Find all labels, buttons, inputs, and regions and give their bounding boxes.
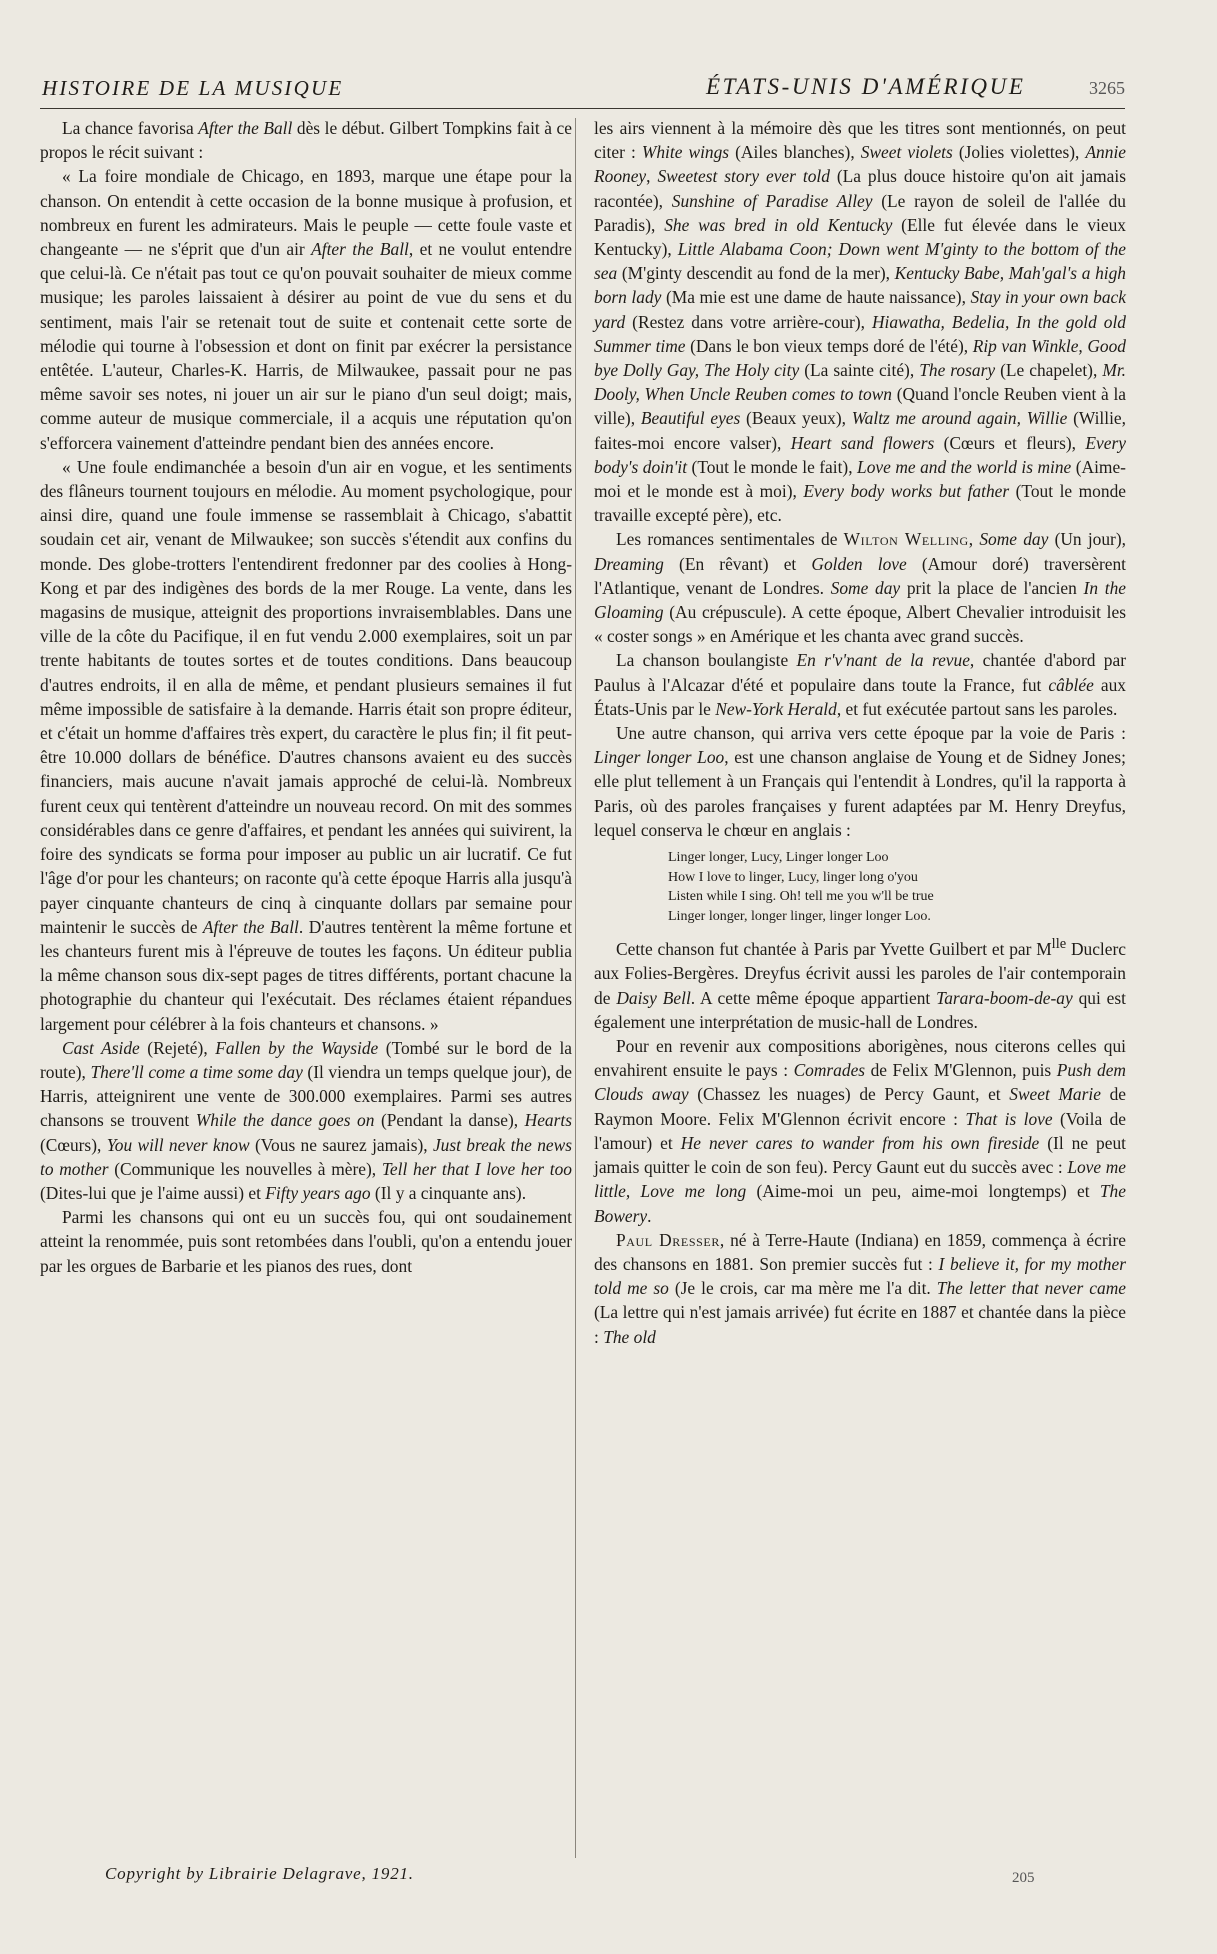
- paragraph: Cette chanson fut chantée à Paris par Yvette Guilbert et par $M^{lle}$ Duclerc aux Folies-Bergères. Dreyfus écrivit aussi les paroles de l'air contemporain de Daisy Bell. A cette même époque appartient Tarara-boom-de-ay qui est également une interprétation de music-hall de Londres.: [594, 936, 1126, 1032]
- paragraph: La chance favorisa After the Ball dès le début. Gilbert Tompkins fait à ce propos le récit suivant :: [40, 118, 572, 163]
- header-right-title: ÉTATS-UNIS D'AMÉRIQUE: [706, 74, 1026, 99]
- column-divider: [575, 118, 576, 1858]
- verse-line: Listen while I sing. Oh! tell me you w'll be true: [668, 889, 934, 905]
- paragraph: Pour en revenir aux compositions aborigènes, nous citerons celles qui envahirent ensuite le pays : Comrades de Felix M'Glennon, puis Push dem Clouds away (Chassez les nuages) de Percy Gaunt, et Sweet Marie de Raymon Moore. Felix M'Glennon écrivit encore : That is love (Voila de l'amour) et He never cares to wander from his own fireside (Il ne peut jamais quitter le coin de son feu). Percy Gaunt eut du succès avec : Love me little, Love me long (Aime-moi un peu, aime-moi longtemps) et The Bowery.: [594, 1036, 1127, 1226]
- right-column: [594, 116, 1126, 1349]
- song-excerpt: [668, 848, 1126, 926]
- paragraph: Une autre chanson, qui arriva vers cette époque par la voie de Paris : Linger longer Loo, est une chanson anglaise de Young et de Sidney Jones; elle plut tellement à un Français qui l'entendit à Londres, qu'il la rapporta à Paris, où des paroles françaises y furent adaptées par M. Henry Dreyfus, lequel conserva le chœur en anglais :: [594, 723, 1126, 840]
- header-left-title: HISTOIRE DE LA MUSIQUE: [42, 76, 344, 100]
- paragraph: « Une foule endimanchée a besoin d'un air en vogue, et les sentiments des flâneurs tournent toujours en mélodie. Au moment psychologique, pour ainsi dire, quand une foule immense se rassemblait à Chicago, s'abattit soudain cet air, venant de Milwaukee; son succès s'étendit aux confins du monde. Des globe-trotters l'entendirent fredonner par des coolies à Hong-Kong et par des indigènes des bords de la mer Rouge. La vente, dans les magasins de musique, atteignit des proportions invraisemblables. Dans une ville de la côte du Pacifique, il en fut vendu 2.000 exemplaires, soit un par trente habitants de toutes sortes et de toutes conditions. Dans beaucoup d'autres endroits, il en alla de même, et pendant plusieurs semaines il fut même impossible de satisfaire à la demande. Harris était son propre éditeur, et c'était un homme d'affaires très expert, du caractère le plus fin; il fit peut-être 10.000 dollars de bénéfice. D'autres chansons avaient eu des succès financiers, mais aucune n'avait jamais approché de celui-là. Nombreux furent ceux qui tentèrent d'atteindre un nouveau record. On mit des sommes considérables dans ce genre d'affaires, et pendant les années qui suivirent, la foire des syndicats se forma pour imposer au public un air lucratif. Ce fut l'âge d'or pour les chanteurs; on raconte qu'à cette époque Harris alla jusqu'à payer cinquante chanteurs de cinq à cinquante dollars par semaine pour maintenir le succès de After the Ball. D'autres tentèrent la même fortune et les chanteurs furent mis à l'épreuve de toutes les façons. Un éditeur publia la même chanson sous dix-sept pages de titres différents, portant chacune la photographie du chanteur qui l'exécutait. Des réclames étaient répandues largement pour célébrer à la fois chanteurs et chansons. »: [40, 456, 572, 1034]
- verse-line: How I love to linger, Lucy, linger long o'you: [668, 869, 918, 885]
- verse-line: Linger longer, longer linger, linger longer Loo.: [668, 908, 931, 924]
- folio-number: 205: [1012, 1870, 1035, 1886]
- paragraph: Parmi les chansons qui ont eu un succès fou, qui ont soudainement atteint la renommée, puis sont retombées dans l'oubli, qu'on a entendu jouer par les orgues de Barbarie et les pianos des rues, dont: [40, 1207, 572, 1276]
- paragraph: les airs viennent à la mémoire dès que les titres sont mentionnés, on peut citer : White wings (Ailes blanches), Sweet violets (Jolies violettes), Annie Rooney, Sweetest story ever told (La plus douce histoire qu'on ait jamais racontée), Sunshine of Paradise Alley (Le rayon de soleil de l'allée du Paradis), She was bred in old Kentucky (Elle fut élevée dans le vieux Kentucky), Little Alabama Coon; Down went M'ginty to the bottom of the sea (M'ginty descendit au fond de la mer), Kentucky Babe, Mah'gal's a high born lady (Ma mie est une dame de haute naissance), Stay in your own back yard (Restez dans votre arrière-cour), Hiawatha, Bedelia, In the gold old Summer time (Dans le bon vieux temps doré de l'été), Rip van Winkle, Good bye Dolly Gay, The Holy city (La sainte cité), The rosary (Le chapelet), Mr. Dooly, When Uncle Reuben comes to town (Quand l'oncle Reuben vient à la ville), Beautiful eyes (Beaux yeux), Waltz me around again, Willie (Willie, faites-moi encore valser), Heart sand flowers (Cœurs et fleurs), Every body's doin'it (Tout le monde le fait), Love me and the world is mine (Aime-moi et le monde est à moi), Every body works but father (Tout le monde travaille excepté père), etc.: [594, 118, 1127, 526]
- copyright-notice: Copyright by Librairie Delagrave, 1921.: [105, 1864, 414, 1883]
- paragraph: Cast Aside (Rejeté), Fallen by the Wayside (Tombé sur le bord de la route), There'll come a time some day (Il viendra un temps quelque jour), de Harris, atteignirent une vente de 300.000 exemplaires. Parmi ses autres chansons se trouvent While the dance goes on (Pendant la danse), Hearts (Cœurs), You will never know (Vous ne saurez jamais), Just break the news to mother (Communique les nouvelles à mère), Tell her that I love her too (Dites-lui que je l'aime aussi) et Fifty years ago (Il y a cinquante ans).: [40, 1037, 572, 1203]
- paragraph: « La foire mondiale de Chicago, en 1893, marque une étape pour la chanson. On entendit à cette occasion de la bonne musique à profusion, et nombreux en furent les admirateurs. Mais le peuple — cette foule vaste et changeante — ne s'éprit que d'un air After the Ball, et ne voulut entendre que celui-là. Ce n'était pas tout ce qu'on pouvait souhaiter de mieux comme musique; les paroles laissaient à désirer au point de vue du sens et du sentiment, mais l'air se retenait tout de suite et contenait cette sorte de mélodie qui tourne à l'obsession et dont on finit par exécrer la persistance entêtée. L'auteur, Charles-K. Harris, de Milwaukee, passait pour ne pas même savoir ses notes, ni jouer un air sur le piano d'un seul doigt; mais, comme auteur de musique commerciale, il a acquis une réputation qu'on s'efforcera vainement d'atteindre pendant bien des années encore.: [40, 166, 573, 453]
- header-page-number: 3265: [1089, 78, 1125, 98]
- paragraph: Paul Dresser, né à Terre-Haute (Indiana) en 1859, commença à écrire des chansons en 1881. Son premier succès fut : I believe it, for my mother told me so (Je le crois, car ma mère me l'a dit. The letter that never came (La lettre qui n'est jamais arrivée) fut écrite en 1887 et chantée dans la pièce : The old: [594, 1229, 1126, 1347]
- verse-line: Linger longer, Lucy, Linger longer Loo: [668, 850, 889, 866]
- running-header: [40, 74, 1125, 109]
- left-column: [40, 116, 572, 1278]
- paragraph: La chanson boulangiste En r'v'nant de la revue, chantée d'abord par Paulus à l'Alcazar d'été et populaire dans toute la France, fut câblée aux États-Unis par le New-York Herald, et fut exécutée partout sans les paroles.: [594, 650, 1126, 719]
- paragraph: Les romances sentimentales de Wilton Welling, Some day (Un jour), Dreaming (En rêvant) et Golden love (Amour doré) traversèrent l'Atlantique, venant de Londres. Some day prit la place de l'ancien In the Gloaming (Au crépuscule). A cette époque, Albert Chevalier introduisit les « coster songs » en Amérique et les chanta avec grand succès.: [594, 529, 1126, 647]
